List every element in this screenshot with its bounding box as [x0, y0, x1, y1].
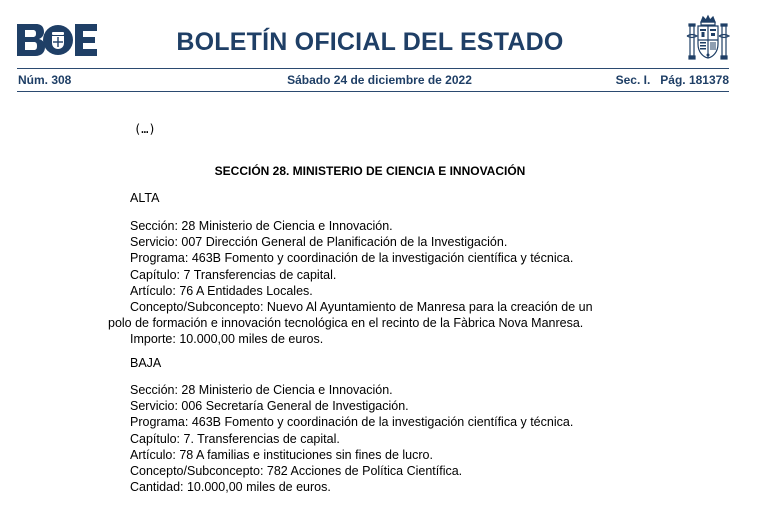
baja-block [0, 382, 573, 495]
baja-line: Artículo: 78 A familias e instituciones sin fines de lucro. [130, 447, 433, 462]
section-title: SECCIÓN 28. MINISTERIO DE CIENCIA E INNOVACIÓN [214, 164, 526, 178]
section-number: Sec. I. [615, 73, 651, 87]
gazette-title: BOLETÍN OFICIAL DEL ESTADO [176, 28, 564, 56]
header-rule-bottom [17, 91, 729, 92]
alta-line: Importe: 10.000,00 miles de euros. [130, 332, 324, 347]
alta-line: Programa: 463B Fomento y coordinación de la investigación científica y técnica. [130, 251, 574, 266]
baja-line: Sección: 28 Ministerio de Ciencia e Innovación. [130, 383, 393, 397]
alta-line: Capítulo: 7 Transferencias de capital. [130, 267, 337, 282]
alta-line: Concepto/Subconcepto: Nuevo Al Ayuntamiento de Manresa para la creación de un [130, 300, 593, 315]
section-and-page [616, 73, 729, 87]
alta-line: polo de formación e innovación tecnológica en el recinto de la Fàbrica Nova Manresa. [108, 316, 584, 331]
alta-line: Sección: 28 Ministerio de Ciencia e Innovación. [130, 219, 393, 233]
baja-line: Concepto/Subconcepto: 782 Acciones de Política Científica. [130, 464, 463, 479]
alta-label: ALTA [130, 191, 160, 205]
baja-line: Programa: 463B Fomento y coordinación de la investigación científica y técnica. [130, 415, 574, 430]
baja-line: Cantidad: 10.000,00 miles de euros. [130, 480, 331, 495]
coat-of-arms-icon [686, 14, 730, 62]
boe-logo [17, 24, 97, 56]
header-rule-top [17, 68, 729, 69]
page-number: Pág. 181378 [660, 73, 729, 87]
alta-line: Servicio: 007 Dirección General de Planificación de la Investigación. [130, 235, 508, 250]
ellipsis-marker: (…) [134, 122, 156, 136]
baja-line: Servicio: 006 Secretaría General de Investigación. [130, 399, 409, 414]
baja-label: BAJA [130, 356, 162, 370]
baja-line: Capítulo: 7. Transferencias de capital. [130, 431, 340, 446]
alta-block [0, 218, 593, 348]
issue-number: Núm. 308 [18, 73, 72, 87]
alta-line: Artículo: 76 A Entidades Locales. [130, 283, 313, 298]
issue-date: Sábado 24 de diciembre de 2022 [287, 73, 472, 87]
